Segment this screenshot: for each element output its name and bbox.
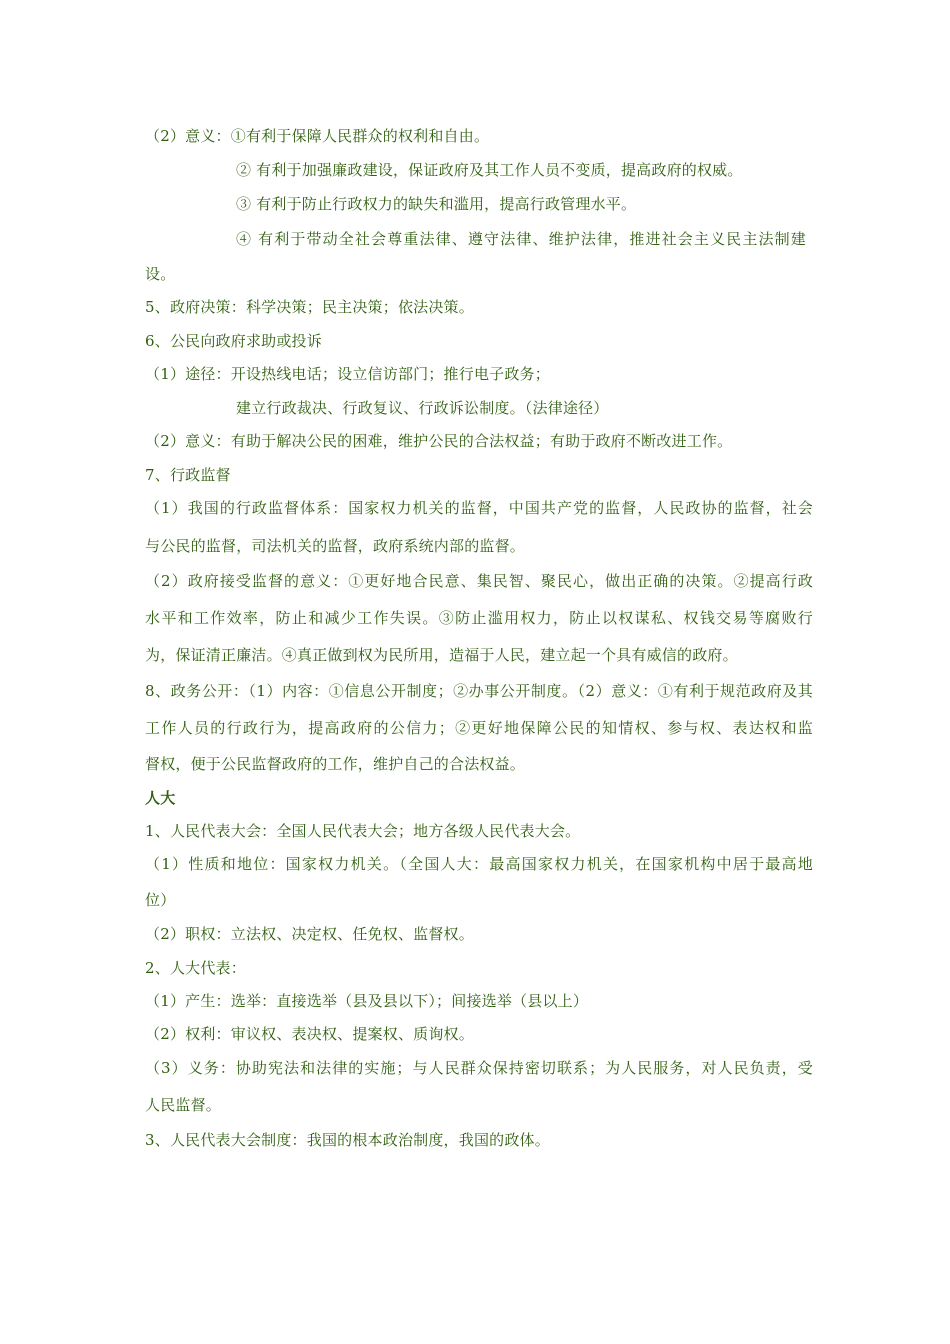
text-line: 1、人民代表大会：全国人民代表大会；地方各级人民代表大会。 [145,822,581,840]
text-line: ④ 有利于带动全社会尊重法律、遵守法律、维护法律，推进社会主义民主法制建 [236,230,806,248]
text-line: 水平和工作效率，防止和减少工作失误。③防止滥用权力，防止以权谋私、权钱交易等腐败行 [145,609,813,627]
section-heading: 2、人大代表： [145,959,246,977]
text-line: （2）政府接受监督的意义：①更好地合民意、集民智、聚民心，做出正确的决策。②提高行政 [145,572,813,590]
text-line: 督权，便于公民监督政府的工作，维护自己的合法权益。 [145,755,526,773]
text-line: （2）意义：有助于解决公民的困难，维护公民的合法权益；有助于政府不断改进工作。 [145,432,733,450]
text-line: （2）权利：审议权、表决权、提案权、质询权。 [145,1025,474,1043]
text-line: 设。 [145,265,176,283]
text-line: （2）意义：①有利于保障人民群众的权利和自由。 [145,127,490,145]
text-line: （1）性质和地位：国家权力机关。（全国人大：最高国家权力机关，在国家机构中居于最高地 [145,855,813,873]
text-line: （3）义务：协助宪法和法律的实施；与人民群众保持密切联系；为人民服务，对人民负责，受 [145,1059,813,1077]
text-line: ② 有利于加强廉政建设，保证政府及其工作人员不变质，提高政府的权威。 [236,161,743,179]
text-line: （1）我国的行政监督体系：国家权力机关的监督，中国共产党的监督，人民政协的监督，社会 [145,499,813,517]
text-line: 3、人民代表大会制度：我国的根本政治制度，我国的政体。 [145,1131,550,1149]
text-line: 与公民的监督，司法机关的监督，政府系统内部的监督。 [145,537,526,555]
text-line: 人民监督。 [145,1096,222,1114]
text-line: ③ 有利于防止行政权力的缺失和滥用，提高行政管理水平。 [236,195,637,213]
text-line: 工作人员的行政行为，提高政府的公信力；②更好地保障公民的知情权、参与权、表达权和监 [145,719,813,737]
text-line: 8、政务公开：（1）内容：①信息公开制度；②办事公开制度。（2）意义：①有利于规范政府及其 [145,682,813,700]
text-line: 位） [145,891,176,909]
text-line: （1）途径：开设热线电话；设立信访部门；推行电子政务； [145,365,550,383]
text-line: 5、政府决策：科学决策；民主决策；依法决策。 [145,298,474,316]
section-heading: 6、公民向政府求助或投诉 [145,332,322,350]
text-line: （1）产生：选举：直接选举（县及县以下）；间接选举（县以上） [145,992,589,1010]
text-line: 为，保证清正廉洁。④真正做到权为民所用，造福于人民，建立起一个具有威信的政府。 [145,646,738,664]
text-line: 建立行政裁决、行政复议、行政诉讼制度。（法律途径） [236,399,609,417]
section-title: 人大 [145,789,176,807]
text-line: （2）职权：立法权、决定权、任免权、监督权。 [145,925,474,943]
section-heading: 7、行政监督 [145,466,231,484]
